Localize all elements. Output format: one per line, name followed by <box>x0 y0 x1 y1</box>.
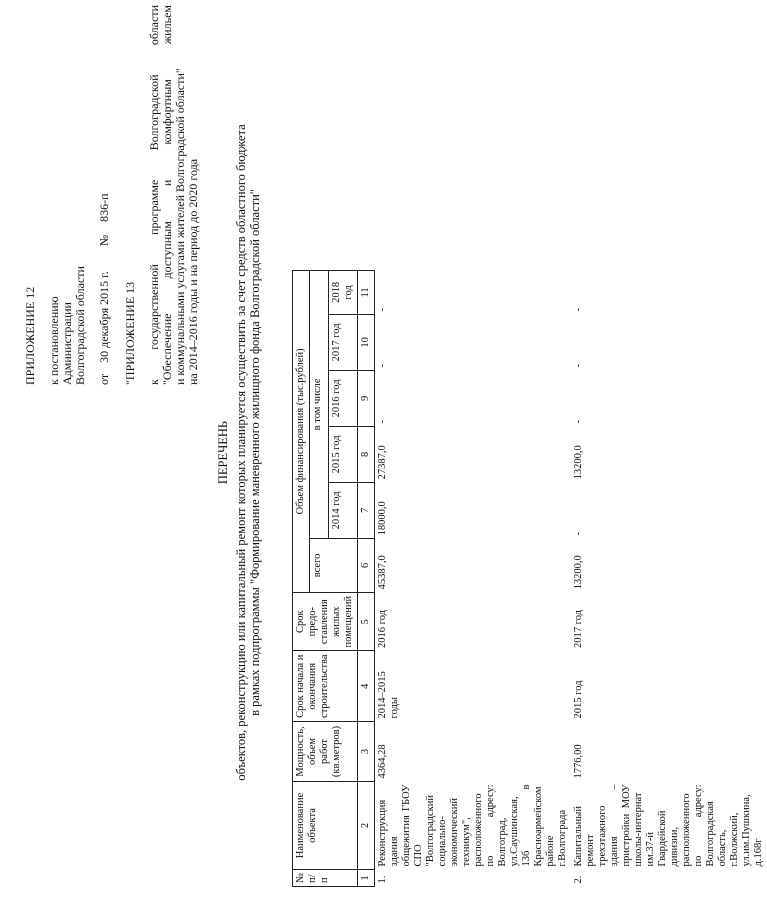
col-num-cell: 9 <box>358 370 375 426</box>
header-period: Срок начала и окончания строительства <box>293 651 358 722</box>
header-including: в том числе <box>310 270 329 538</box>
header-2016: 2016 год <box>329 370 358 426</box>
row-2016: - <box>377 419 388 424</box>
row-2016: - <box>573 419 584 424</box>
header-capacity: Мощность, объем работ (кв.метров) <box>293 721 358 781</box>
col-num-cell: 4 <box>358 651 375 722</box>
title-line-1: объектов, реконструкцию или капитальный ремонт которых планируется осуществить за счет средств областного бюджета <box>234 124 248 781</box>
header-total: всего <box>310 538 358 592</box>
row-deadline: 2017 год <box>573 610 584 648</box>
appendix-12-label: ПРИЛОЖЕНИЕ 12 <box>23 286 37 385</box>
program-line-1: к государственной программе Волгоградской области <box>147 5 161 385</box>
col-num-cell: 5 <box>358 592 375 651</box>
region-line: Волгоградской области <box>73 266 87 385</box>
col-num-cell: 11 <box>358 270 375 314</box>
row-num: 2. <box>573 875 584 884</box>
col-num-cell: 3 <box>358 721 375 781</box>
date-prefix: от <box>97 373 111 385</box>
number-sign: № <box>97 234 111 247</box>
title-line-2: в рамках подпрограммы "Формирование маневренного жилищного фонда Волгоградской области" <box>248 189 262 716</box>
row-name: Капитальный ремонт трехэтажного здания – пристройки МОУ школы-интернат им.37-й Гвардейской дивизии, расположенного по адресу: Волгоградская область, г.Волжский, ул.им.Пушкина, д.168г <box>573 784 764 867</box>
header-num: № п/п <box>293 869 358 886</box>
row-2017: - <box>573 363 584 368</box>
row-period: 2014–2015 годы <box>377 671 400 719</box>
column-number-row <box>358 270 375 886</box>
header-2014: 2014 год <box>329 482 358 538</box>
header-deadline: Срок предо- ставления жилых помещений <box>293 592 358 651</box>
decree-number: 836-п <box>97 193 111 222</box>
row-period: 2015 год <box>573 680 584 719</box>
header-row-1 <box>293 270 310 886</box>
row-name: Реконструкция здания общежития ГБОУ СПО "Волгоградский социально-экономический техникум", расположенного по адресу: Волгоград, ул.Саушинская, 13б в Красноармейском районе г.Волгограда <box>377 784 568 867</box>
program-line-2: "Обеспечение доступным и комфортным жильем <box>160 5 174 385</box>
col-num-cell: 2 <box>358 781 375 869</box>
col-num-cell: 10 <box>358 314 375 370</box>
row-total: 13200,0 <box>573 555 584 590</box>
row-2018: - <box>377 307 388 312</box>
program-line-4: на 2014–2016 годы и на период до 2020 года <box>186 158 200 385</box>
header-name: Наименование объекта <box>293 781 358 869</box>
row-2017: - <box>377 363 388 368</box>
row-2014: 18000,0 <box>377 501 388 536</box>
decree-line: к постановлению <box>47 296 61 385</box>
row-2014: - <box>573 531 584 536</box>
row-capacity: 4364,28 <box>377 744 388 779</box>
header-funding: Объем финансирования (тыс.рублей) <box>293 270 310 592</box>
objects-table <box>292 270 767 887</box>
row-capacity: 1776,00 <box>573 744 584 779</box>
administration-line: Администрации <box>60 302 74 385</box>
appendix-13-label: "ПРИЛОЖЕНИЕ 13 <box>123 281 137 385</box>
header-2015: 2015 год <box>329 426 358 482</box>
date-line <box>98 193 111 385</box>
row-deadline: 2016 год <box>377 610 388 648</box>
row-2015: 27387,0 <box>377 445 388 480</box>
header-2018: 2018 год <box>329 270 358 314</box>
row-2015: 13200,0 <box>573 445 584 480</box>
program-line-3: и коммунальными услугами жителей Волгоградской области" <box>173 68 187 385</box>
col-num-cell: 8 <box>358 426 375 482</box>
row-total: 45387,0 <box>377 555 388 590</box>
col-num-cell: 7 <box>358 482 375 538</box>
col-num-cell: 6 <box>358 538 375 592</box>
document-title: ПЕРЕЧЕНЬ <box>216 420 230 485</box>
row-num: 1. <box>377 875 388 884</box>
col-num-cell: 1 <box>358 869 375 886</box>
table-row <box>571 270 767 886</box>
table-row <box>375 270 572 886</box>
header-2017: 2017 год <box>329 314 358 370</box>
decree-date: 30 декабря 2015 г. <box>97 271 111 363</box>
row-2018: - <box>573 307 584 312</box>
